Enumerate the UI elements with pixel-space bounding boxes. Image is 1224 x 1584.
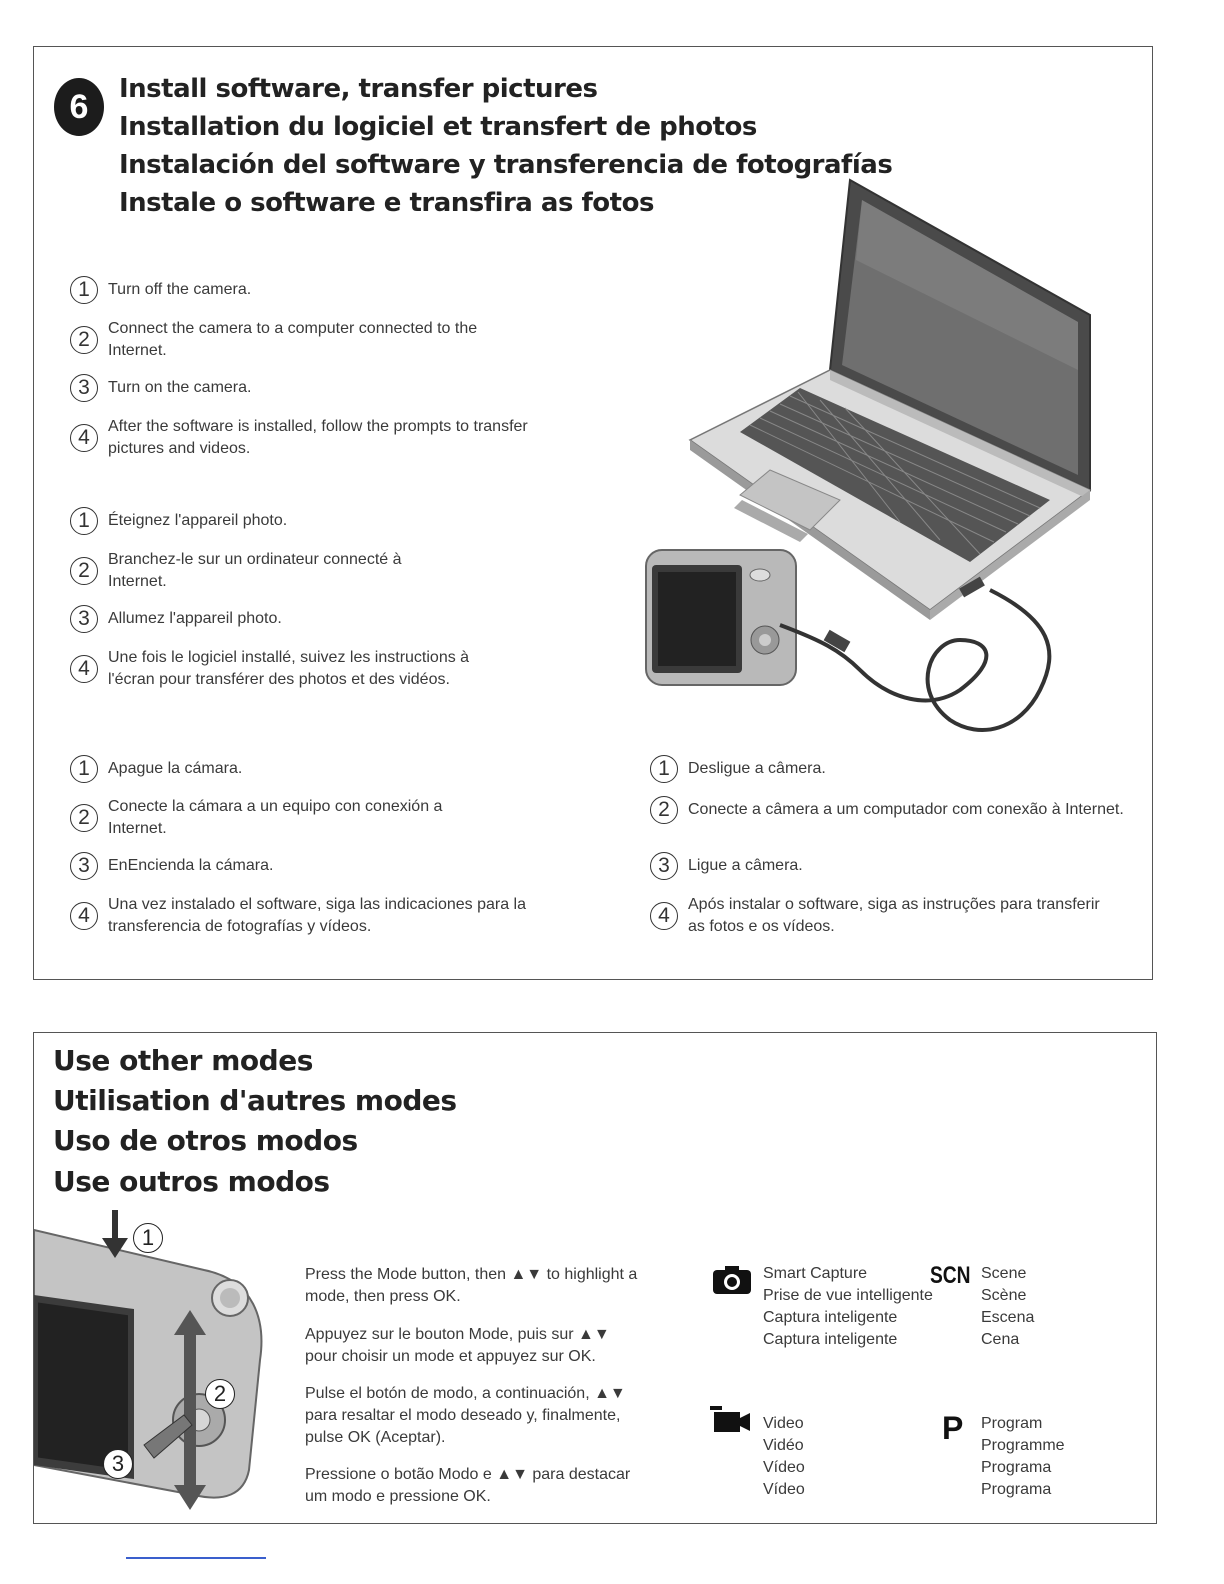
step-text: Connect the camera to a computer connected to the Internet. (108, 320, 478, 359)
smart-capture-icon (713, 1264, 751, 1294)
step-fr-2 (70, 549, 428, 593)
step-text: Após instalar o software, siga as instruções para transferir as fotos e os vídeos. (688, 896, 1100, 935)
step-text: Éteignez l'appareil photo. (108, 512, 288, 529)
mode-label: Captura inteligente (763, 1331, 898, 1348)
step-es-1 (70, 755, 528, 783)
camera-back-illustration (34, 1210, 270, 1510)
step-number: 2 (70, 326, 98, 354)
step-fr-3 (70, 605, 528, 633)
step-text: Turn off the camera. (108, 281, 252, 298)
mode-label: Scene (981, 1265, 1027, 1282)
step-number: 1 (70, 276, 98, 304)
section-title-pt: Instale o software e transfira as fotos (119, 188, 654, 218)
step-text: Conecte a câmera a um computador com conexão à Internet. (688, 801, 1124, 818)
step-number: 4 (70, 902, 98, 930)
step-number: 3 (70, 374, 98, 402)
mode-label: Programa (981, 1481, 1052, 1498)
mode-smart-capture (763, 1263, 933, 1351)
laptop-camera-illustration (630, 170, 1100, 750)
step-en-2 (70, 318, 528, 362)
modes-title-pt: Use outros modos (53, 1165, 330, 1198)
mode-video (763, 1413, 805, 1501)
mode-program (981, 1413, 1065, 1501)
step-text: Conecte la cámara a un equipo con conexión a Internet. (108, 798, 443, 837)
mode-label: Program (981, 1415, 1043, 1432)
step-text: Apague la cámara. (108, 760, 243, 777)
camera-icon (646, 550, 796, 685)
step-en-3 (70, 374, 528, 402)
step-pt-3 (650, 852, 1128, 880)
step-number: 1 (70, 507, 98, 535)
step-number: 1 (650, 755, 678, 783)
step-number: 3 (70, 605, 98, 633)
step-text: After the software is installed, follow the prompts to transfer pictures and videos. (108, 418, 528, 457)
step-text: Ligue a câmera. (688, 857, 803, 874)
step-en-1 (70, 276, 528, 304)
modes-title-es: Uso de otros modos (53, 1124, 358, 1157)
mode-instruction-pt: Pressione o botão Modo e ▲▼ para destacar um modo e pressione OK. (305, 1466, 631, 1505)
section-title-fr: Installation du logiciel et transfert de photos (119, 112, 757, 142)
mode-instruction-es: Pulse el botón de modo, a continuación, ▲▼ para resaltar el modo deseado y, finalmente, pulse OK (Aceptar). (305, 1385, 626, 1446)
step-pt-2 (650, 796, 1128, 824)
mode-label: Escena (981, 1309, 1035, 1326)
step-number: 4 (70, 424, 98, 452)
callout-3: 3 (103, 1449, 133, 1479)
step-number: 3 (70, 852, 98, 880)
step-fr-4 (70, 647, 518, 691)
mode-label: Cena (981, 1331, 1020, 1348)
step-text: Una vez instalado el software, siga las indicaciones para la transferencia de fotografías y vídeos. (108, 896, 527, 935)
video-icon (710, 1406, 752, 1434)
mode-label: Programme (981, 1437, 1065, 1454)
modes-title-fr: Utilisation d'autres modes (53, 1084, 457, 1117)
step-number-badge: 6 (54, 78, 104, 136)
mode-label: Captura inteligente (763, 1309, 898, 1326)
mode-label: Video (763, 1415, 804, 1432)
callout-2: 2 (205, 1379, 235, 1409)
step-number: 1 (70, 755, 98, 783)
program-icon: P (942, 1410, 964, 1446)
mode-scene (981, 1263, 1034, 1351)
mode-label: Vídeo (763, 1459, 805, 1476)
section-title-en: Install software, transfer pictures (119, 74, 598, 104)
step-number: 2 (70, 804, 98, 832)
callout-1: 1 (133, 1223, 163, 1253)
modes-title-en: Use other modes (53, 1044, 313, 1077)
step-text: Une fois le logiciel installé, suivez les instructions à l'écran pour transférer des photos et des vidéos. (108, 649, 470, 688)
step-text: Turn on the camera. (108, 379, 252, 396)
step-pt-4 (650, 894, 1108, 938)
step-es-4 (70, 894, 528, 938)
mode-label: Scène (981, 1287, 1027, 1304)
step-text: Branchez-le sur un ordinateur connecté à Internet. (108, 551, 402, 590)
step-es-3 (70, 852, 528, 880)
mode-label: Prise de vue intelligente (763, 1287, 933, 1304)
step-en-4 (70, 416, 528, 460)
mode-instruction-en: Press the Mode button, then ▲▼ to highlight a mode, then press OK. (305, 1266, 638, 1305)
mode-instruction-fr: Appuyez sur le bouton Mode, puis sur ▲▼ pour choisir un mode et appuyez sur OK. (305, 1326, 610, 1365)
scene-icon: SCN (930, 1262, 971, 1289)
bottom-rule (126, 1557, 266, 1559)
step-text: Allumez l'appareil photo. (108, 610, 282, 627)
mode-label: Vidéo (763, 1437, 804, 1454)
step-number: 4 (650, 902, 678, 930)
step-number: 2 (70, 557, 98, 585)
step-number: 4 (70, 655, 98, 683)
step-text: EnEncienda la cámara. (108, 857, 274, 874)
step-pt-1 (650, 755, 1128, 783)
mode-label: Programa (981, 1459, 1052, 1476)
step-fr-1 (70, 507, 528, 535)
step-text: Desligue a câmera. (688, 760, 826, 777)
step-number: 2 (650, 796, 678, 824)
section-title-es: Instalación del software y transferencia de fotografías (119, 150, 893, 180)
mode-label: Smart Capture (763, 1265, 868, 1282)
mode-label: Vídeo (763, 1481, 805, 1498)
step-es-2 (70, 796, 498, 840)
step-number: 3 (650, 852, 678, 880)
